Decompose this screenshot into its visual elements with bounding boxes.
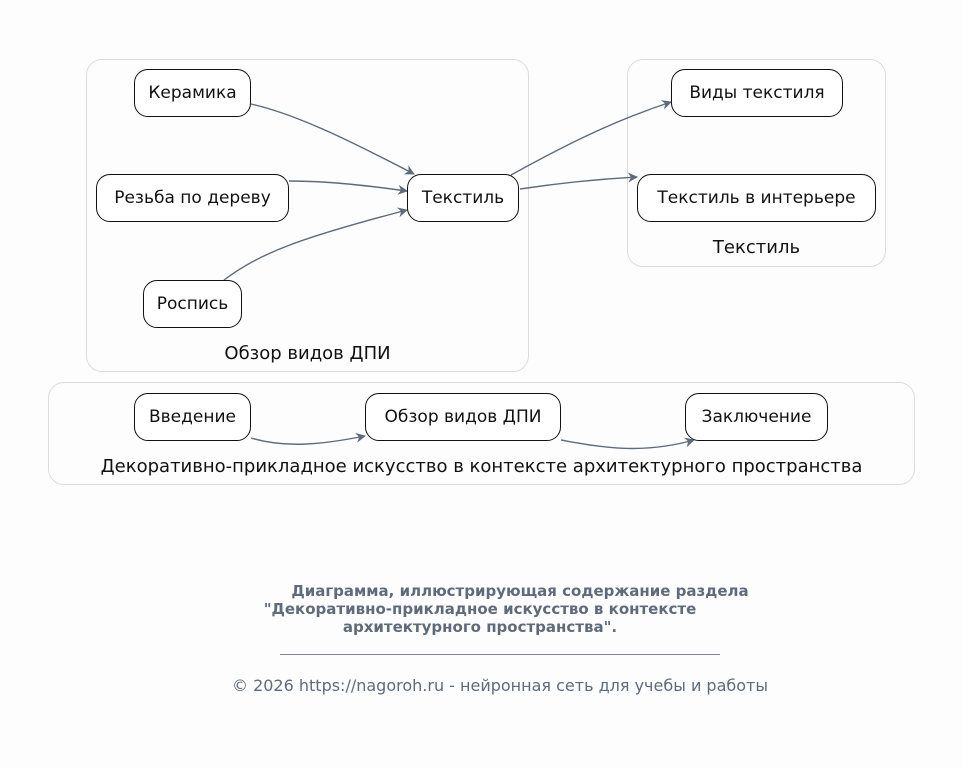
node-overview: Обзор видов ДПИ	[365, 393, 561, 441]
caption-line-3: архитектурного пространства".	[342, 618, 618, 636]
cluster-overview-label: Обзор видов ДПИ	[224, 343, 391, 364]
node-ceramics: Керамика	[134, 69, 251, 117]
caption-line-2: "Декоративно-прикладное искусство в контексте	[263, 600, 697, 618]
node-intro: Введение	[134, 393, 251, 441]
cluster-textile-label: Текстиль	[712, 237, 801, 258]
node-textile: Текстиль	[407, 174, 519, 222]
node-conclusion: Заключение	[685, 393, 828, 441]
edge-textile-interior	[520, 177, 637, 189]
node-textile-interior: Текстиль в интерьере	[637, 174, 876, 222]
node-painting: Роспись	[143, 280, 242, 328]
node-woodcarving: Резьба по дереву	[96, 174, 289, 222]
cluster-main-label: Декоративно-прикладное искусство в контексте архитектурного пространства	[100, 456, 863, 477]
node-textile-types: Виды текстиля	[671, 69, 843, 117]
caption-divider	[280, 654, 720, 655]
caption-line-1: Диаграмма, иллюстрирующая содержание раздела	[291, 582, 749, 600]
footer-credit: © 2026 https://nagoroh.ru - нейронная сеть для учебы и работы	[231, 676, 768, 695]
